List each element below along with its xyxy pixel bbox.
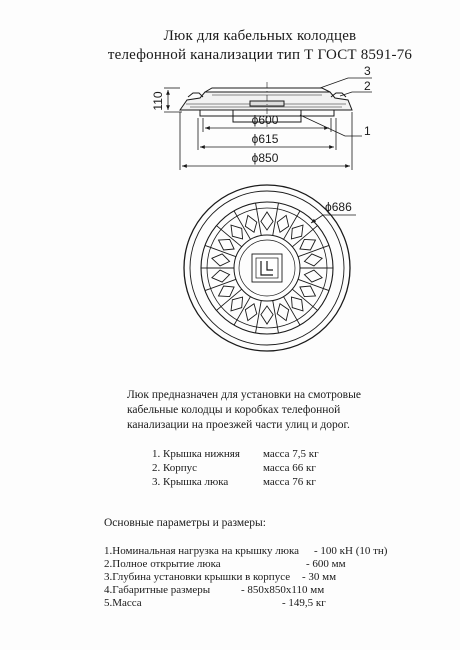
part-mass: масса 66 кг	[263, 462, 316, 474]
lattice-cell	[261, 212, 273, 230]
lattice-notch	[313, 226, 318, 230]
diameter-686-label: ϕ686	[325, 200, 352, 214]
lattice-notch	[297, 320, 300, 325]
param-value: - 850х850х110 мм	[241, 584, 325, 596]
lattice-cell	[277, 304, 288, 321]
lattice-notch	[297, 211, 300, 216]
lattice-notch	[205, 245, 211, 247]
description-line: канализации на проезжей части улиц и дорог.	[127, 419, 350, 431]
lattice-notch	[256, 327, 257, 333]
part-name: 3. Крышка люка	[152, 476, 229, 488]
lattice-notch	[234, 211, 237, 216]
lattice-cell	[212, 270, 230, 282]
height-dimension	[164, 88, 182, 112]
lattice-cell	[231, 225, 243, 239]
diameter-850-label: ϕ850	[251, 151, 279, 165]
lattice-notch	[323, 245, 329, 247]
lattice-notch	[313, 307, 318, 311]
document-title-line-2: телефонной канализации тип Т ГОСТ 8591-76	[107, 47, 413, 63]
lattice-notch	[277, 203, 278, 209]
param-value: - 30 мм	[302, 571, 337, 583]
lattice-cell	[245, 215, 256, 232]
lattice-cell	[300, 286, 316, 297]
description-line: кабельные колодцы и коробках телефонной	[127, 404, 341, 416]
description-paragraph	[127, 388, 377, 433]
description-line: Люк предназначен для установки на смотровые	[127, 389, 361, 401]
lattice-cell	[304, 270, 322, 282]
lattice-notch	[216, 226, 221, 230]
param-value: - 100 кН (10 тн)	[314, 545, 388, 557]
part-mass: масса 76 кг	[263, 476, 316, 488]
lattice-notch	[205, 289, 211, 291]
lattice-cell	[245, 304, 256, 321]
param-label: 2.Полное открытие люка	[104, 558, 221, 570]
lattice-cell	[291, 225, 303, 239]
param-label: 1.Номинальная нагрузка на крышку люка	[104, 545, 300, 557]
param-label: 5.Масса	[104, 597, 142, 609]
lattice-rib	[273, 300, 278, 327]
lattice-cell	[231, 297, 243, 311]
lattice-notch	[256, 203, 257, 209]
document-title-line-1: Люк для кабельных колодцев	[163, 28, 357, 44]
height-dimension-label: 110	[151, 91, 165, 111]
part-name: 2. Корпус	[152, 462, 198, 474]
diameter-615-label: ϕ615	[251, 132, 279, 146]
lattice-notch	[234, 320, 237, 325]
callout-3: 3	[364, 64, 371, 78]
lattice-cell	[219, 286, 235, 297]
lattice-cell	[300, 239, 316, 250]
diameter-600-label: ϕ600	[251, 113, 279, 127]
lattice-cell	[291, 297, 303, 311]
param-value: - 600 мм	[306, 558, 346, 570]
lattice-cell	[304, 254, 322, 266]
callout-2: 2	[364, 79, 371, 93]
lattice-cell	[212, 254, 230, 266]
lattice-cell	[261, 306, 273, 324]
lattice-rib	[257, 209, 262, 236]
param-value: - 149,5 кг	[282, 597, 326, 609]
callout-1: 1	[364, 124, 371, 138]
params-heading: Основные параметры и размеры:	[104, 517, 266, 529]
part-mass: масса 7,5 кг	[263, 448, 319, 460]
part-name: 1. Крышка нижняя	[152, 448, 240, 460]
lattice-rib	[273, 209, 278, 236]
lattice-cell	[277, 215, 288, 232]
lattice-notch	[323, 289, 329, 291]
param-label: 4.Габаритные размеры	[104, 584, 211, 596]
lattice-rib	[257, 300, 262, 327]
lattice-cell	[219, 239, 235, 250]
lattice-notch	[277, 327, 278, 333]
lattice-notch	[216, 307, 221, 311]
param-label: 3.Глубина установки крышки в корпусе	[104, 571, 291, 583]
